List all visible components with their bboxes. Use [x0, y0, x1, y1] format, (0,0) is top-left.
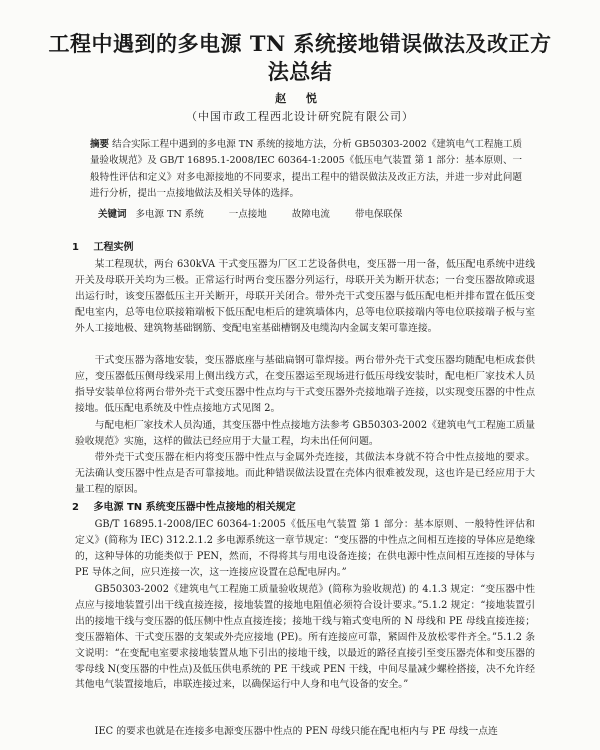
- keyword-item: 带电保联保: [354, 209, 403, 220]
- keywords-block: [98, 207, 528, 222]
- paper-title: 工程中遇到的多电源 TN 系统接地错误做法及改正方法总结: [48, 31, 552, 84]
- author-name: 赵 悦: [275, 92, 325, 105]
- section-title: 工程实例: [93, 242, 134, 253]
- section-number: 2: [72, 502, 79, 513]
- keywords-label: 关键词: [98, 209, 127, 220]
- section-title: 多电源 TN 系统变压器中性点接地的相关规定: [93, 502, 296, 513]
- keyword-item: 故障电流: [291, 209, 330, 220]
- section-heading: [72, 240, 532, 256]
- abstract-block: [90, 137, 522, 203]
- body-paragraph: IEC 的要求也就是在连接多电源变压器中性点的 PEN 母线只能在配电柜内与 PE 母线一点连: [94, 726, 498, 737]
- keyword-item: 一点接地: [228, 209, 267, 220]
- body-paragraph: 与配电柜厂家技术人员沟通，其变压器中性点接地方法参考 GB50303-2002《建筑电气工程施工质量验收规范》实施，这样的做法已经应用于大量工程，均未出任何问题。: [75, 420, 535, 447]
- abstract-label: 摘要: [90, 139, 110, 150]
- author-affiliation: （中国市政工程西北设计研究院有限公司）: [186, 110, 414, 123]
- body-paragraph: GB/T 16895.1-2008/IEC 60364-1:2005《低压电气装置 第 1 部分：基本原则、一般特性评估和定义》(简称为 IEC) 312.2.1.2 多电源系统这一章节规定：“变压器的中性点之间相互连接的导体应是绝缘的，这种导体的功能类似于 PEN，然而，不得将其与用电设备连接；在供电源中性点间相互连接的导体与 PE 导体之间，应只连接一次，这一连接应设置在总配电屏内。”: [75, 519, 535, 578]
- body-paragraph: GB50303-2002《建筑电气工程施工质量验收规范》(简称为验收规范) 的 4.1.3 规定：“变压器中性点应与接地装置引出干线直接连接，接地装置的接地电阻值必须符合设计要求。”5.1.2 规定：“接地装置引出的接地干线与变压器的低压侧中性点直接连接；接地干线与箱式变电所的 N 母线和 PE 母线直接连接；变压器箱体、干式变压器的支架或外壳应接地 (PE)。所有连接应可靠，紧固件及放松零件齐全。”5.1.2 条文说明：“在变配电室要求接地装置从地下引出的接地干线，以最近的路径直接引至变压器壳体和变压器的零母线 N(变压器的中性点)及低压供电系统的 PE 干线或 PEN 干线，中间尽量减少螺栓搭接，决不允许经其他电气装置接地后，串联连接过来，以确保运行中人身和电气设备的安全。”: [75, 584, 535, 691]
- abstract-text: 结合实际工程中遇到的多电源 TN 系统的接地方法，分析 GB50303-2002《建筑电气工程施工质量验收规范》及 GB/T 16895.1-2008/IEC 60364-1:2005《低压电气装置 第 1 部分：基本原则、一般特性评估和定义》对多电源接地的不同要求，提出工程中的错误做法及改正方法，并进一步对此问题进行分析，提出一点接地做法及相关导体的选择。: [90, 139, 522, 200]
- body-paragraph: 干式变压器为落地安装，变压器底座与基础扁钢可靠焊接。两台带外壳干式变压器均随配电柜成套供应，变压器低压侧母线采用上侧出线方式，在变压器运至现场进行低压母线安装时，配电柜厂家技术人员指导安装单位将两台带外壳干式变压器中性点均与干式变压器外壳接地端子连接，以实现变压器的中性点接地。低压配电系统及中性点接地方式见图 2。: [75, 355, 535, 414]
- body-paragraph: 某工程现状，两台 630kVA 干式变压器为厂区工艺设备供电，变压器一用一备，低压配电系统中进线开关及母联开关均为三极。正常运行时两台变压器分列运行，母联开关为断开状态；一台变压器故障或退出运行时，该变压器低压主开关断开，母联开关闭合。带外壳干式变压器与低压配电柜并排布置在低压变配电室内，总等电位联接箱端板下低压配电柜后的建筑墙体内，总等电位联接端内等电位联接端子板与室外人工接地极、建筑物基础钢筋、变配电室基础槽钢及电缆沟内金属支架可靠连接。: [75, 259, 535, 334]
- section-heading: [72, 500, 532, 516]
- keyword-item: 多电源 TN 系统: [135, 209, 204, 220]
- section-number: 1: [72, 242, 79, 253]
- body-paragraph: 带外壳干式变压器在柜内将变压器中性点与金属外壳连接，其做法本身就不符合中性点接地的要求。无法确认变压器中性点是否可靠接地。而此种错误做法设置在壳体内很难被发现，这也许是已经应用于大量工程的原因。: [75, 452, 535, 495]
